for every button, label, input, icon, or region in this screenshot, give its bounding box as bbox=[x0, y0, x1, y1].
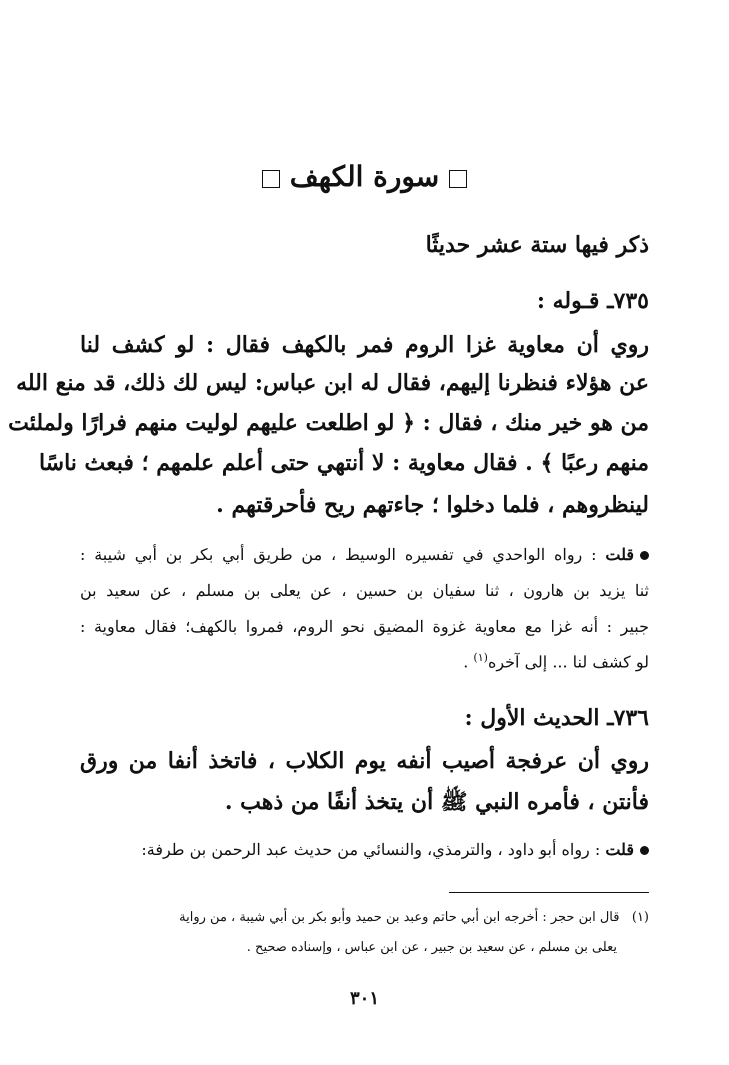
bullet-icon bbox=[640, 551, 649, 560]
note-label: قلت bbox=[605, 840, 634, 859]
note-text: : رواه أبو داود ، والترمذي، والنسائي من حديث عبد الرحمن بن طرفة: bbox=[141, 840, 601, 859]
footnote-divider bbox=[449, 892, 649, 893]
footnote-marker: (١) bbox=[631, 910, 649, 925]
hadith-735-heading: ٧٣٥ـ قـوله : bbox=[536, 288, 649, 314]
footnote-ref: (١) bbox=[473, 651, 488, 664]
hadith-735-text-line-2: عن هؤلاء فنظرنا إليهم، فقال له ابن عباس: ليس لك ذلك، قد منع الله bbox=[16, 370, 649, 396]
note-text-end: . bbox=[463, 652, 474, 672]
title-box-right-icon bbox=[449, 170, 467, 188]
footnote-line-2: يعلى بن مسلم ، عن سعيد بن جبير ، عن ابن عباس ، وإسناده صحيح . bbox=[246, 940, 617, 955]
surah-title: سورة الكهف bbox=[289, 160, 440, 193]
page-number: ٣٠١ bbox=[349, 988, 379, 1009]
title-box-left-icon bbox=[262, 170, 280, 188]
intro-line: ذكر فيها ستة عشر حديثًا bbox=[425, 232, 649, 258]
hadith-736-text-line-2: فأنتن ، فأمره النبي ﷺ أن يتخذ أنفًا من ذهب . bbox=[224, 789, 649, 815]
hadith-736-note-line bbox=[80, 840, 649, 859]
hadith-735-note-line-3: جبير : أنه غزا مع معاوية غزوة المضيق نحو الروم، فمروا بالكهف؛ فقال معاوية : bbox=[80, 617, 649, 636]
surah-title-block bbox=[0, 160, 729, 193]
hadith-735-text-line-1: روي أن معاوية غزا الروم فمر بالكهف فقال : لو كشف لنا bbox=[80, 332, 649, 358]
note-text: : رواه الواحدي في تفسيره الوسيط ، من طريق أبي بكر بن أبي شيبة : bbox=[80, 545, 597, 564]
hadith-735-note-line-2: ثنا يزيد بن هارون ، ثنا سفيان بن حسين ، عن يعلى بن مسلم ، عن سعيد بن bbox=[80, 581, 649, 600]
bullet-icon bbox=[640, 846, 649, 855]
note-label: قلت bbox=[605, 545, 635, 564]
footnote-line-1 bbox=[80, 910, 649, 925]
hadith-736-text-line-1: روي أن عرفجة أصيب أنفه يوم الكلاب ، فاتخذ أنفا من ورق bbox=[80, 748, 649, 774]
hadith-735-note-line-1 bbox=[80, 545, 649, 564]
hadith-735-text-line-5: لينظروهم ، فلما دخلوا ؛ جاءتهم ريح فأحرقتهم . bbox=[216, 492, 649, 518]
footnote-text: قال ابن حجر : أخرجه ابن أبي حاتم وعبد بن حميد وأبو بكر بن أبي شيبة ، من رواية bbox=[179, 910, 620, 925]
hadith-735-text-line-3: من هو خير منك ، فقال : ﴿ لو اطلعت عليهم لوليت منهم فرارًا ولملئت bbox=[8, 410, 649, 436]
hadith-736-heading: ٧٣٦ـ الحديث الأول : bbox=[464, 705, 649, 731]
note-text: لو كشف لنا ... إلى آخره bbox=[487, 652, 649, 672]
hadith-735-note-line-4 bbox=[80, 651, 649, 671]
hadith-735-text-line-4: منهم رعبًا ﴾ . فقال معاوية : لا أنتهي حتى أعلم علمهم ؛ فبعث ناسًا bbox=[38, 450, 649, 476]
